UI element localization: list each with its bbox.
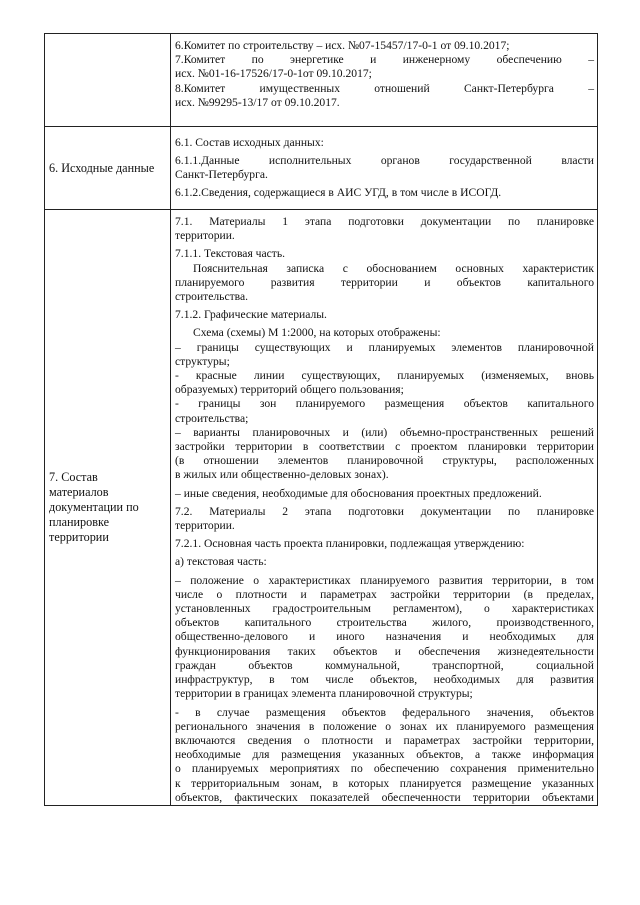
document-table — [44, 33, 598, 806]
bullet4-line4: в жилых или общественно-деловых зонах). — [175, 468, 389, 482]
materials-label-line: территории — [49, 529, 109, 544]
bullet2-line1: - красные линии существующих, планируемых (изменяемых, вновь — [175, 369, 594, 383]
materials-label-line: материалов — [49, 484, 109, 499]
row-committees — [45, 34, 598, 127]
initial-item1-line2: Санкт-Петербурга. — [175, 168, 268, 181]
s712-heading: 7.1.2. Графические материалы. — [175, 308, 327, 322]
row-initial-content — [171, 127, 598, 210]
s71-line1: 7.1. Материалы 1 этапа подготовки документации по планировке — [175, 215, 594, 228]
committee-7-line1: 7.Комитет по энергетике и инженерному обеспечению – — [175, 53, 594, 67]
committee-6: 6.Комитет по строительству – исх. №07-15457/17-0-1 от 09.10.2017; — [175, 39, 510, 52]
clause2-line: - в случае размещения объектов федерального значения, объектов — [175, 705, 594, 719]
row-committees-label — [45, 34, 171, 127]
clause2-line: о планируемых мероприятиях по обеспечению сохранения применительно — [175, 762, 594, 776]
scheme-line: Схема (схемы) М 1:2000, на которых отображены: — [193, 326, 441, 340]
row-committees-content — [171, 34, 598, 127]
s711-heading: 7.1.1. Текстовая часть. — [175, 247, 286, 261]
bullet1-line1: – границы существующих и планируемых элементов планировочной — [175, 340, 594, 354]
s72-line2: территории. — [175, 519, 235, 533]
s71-line2: территории. — [175, 229, 235, 243]
bullet3-line2: строительства; — [175, 411, 249, 425]
clause1-line: – положение о характеристиках планируемого развития территории, в том — [175, 573, 594, 587]
row-materials-content — [171, 210, 598, 806]
materials-label-line: планировке — [49, 514, 110, 529]
clause2-line: включаются сведения о плотности и параметрах застройки территории, — [175, 733, 594, 747]
bullet1-line2: структуры; — [175, 354, 230, 368]
clause1-line: установленных градостроительным регламентом), о характеристиках — [175, 602, 594, 616]
materials-label-line: документации по — [49, 499, 139, 514]
row-materials-label — [45, 210, 171, 806]
row-initial-label: 6. Исходные данные — [45, 127, 171, 210]
committee-8-line1: 8.Комитет имущественных отношений Санкт-Петербурга – — [175, 81, 594, 95]
committee-8-line2: исх. №99295-13/17 от 09.10.2017. — [175, 95, 340, 109]
note-line3: строительства. — [175, 290, 249, 304]
clause1-line: территории в границах элемента планировочной структуры; — [175, 687, 473, 701]
row-materials — [45, 210, 598, 806]
committee-7-line2: исх. №01-16-17526/17-0-1от 09.10.2017; — [175, 67, 372, 81]
row-initial-data — [45, 127, 598, 210]
clause1-line: объектов капитального строительства жилого, производственного, — [175, 616, 594, 630]
clause2-line: к территориальным зонам, в которых планируется размещение указанных — [175, 776, 594, 790]
clause1-line: функционирования таких объектов и обеспечения жизнедеятельности — [175, 644, 594, 658]
s721-heading: 7.2.1. Основная часть проекта планировки, подлежащая утверждению: — [175, 537, 525, 551]
initial-item1-line1: 6.1.1.Данные исполнительных органов государственной власти — [175, 153, 594, 167]
clause1-line: инфраструктур, в том числе объектов, необходимых для развития — [175, 673, 594, 687]
sa-heading: а) текстовая часть: — [175, 555, 267, 569]
clause2-line: объектов, фактических показателей обеспеченности территории объектами — [175, 790, 594, 804]
clause1-line: граждан объектов коммунальной, транспортной, социальной — [175, 658, 594, 672]
bullet4-line3: (в отношении элементов планировочной структуры, расположенных — [175, 454, 594, 468]
initial-heading: 6.1. Состав исходных данных: — [175, 135, 324, 149]
bullet2-line2: образуемых) территорий общего пользования; — [175, 383, 404, 397]
bullet3-line1: - границы зон планируемого размещения объектов капитального — [175, 397, 594, 411]
clause1-line: общественно-делового и иного назначения и необходимых для — [175, 630, 594, 644]
initial-item2: 6.1.2.Сведения, содержащиеся в АИС УГД, в том числе в ИСОГД. — [175, 186, 502, 200]
materials-label-line: 7. Состав — [49, 469, 98, 484]
bullet5: – иные сведения, необходимые для обоснования проектных предложений. — [175, 486, 542, 500]
clause1-line: числе о плотности и параметрах застройки территории (в пределах, — [175, 587, 594, 601]
s72-line1: 7.2. Материалы 2 этапа подготовки документации по планировке — [175, 504, 594, 518]
bullet4-line1: – варианты планировочных и (или) объемно-пространственных решений — [175, 425, 594, 439]
clause2 — [175, 706, 594, 805]
clause2-line: необходимые для размещения указанных объектов, а также информация — [175, 748, 594, 762]
bullet4-line2: застройки территории в соответствии с проектом планировки территории — [175, 440, 594, 454]
note-line1: Пояснительная записка с обоснованием основных характеристик — [193, 261, 594, 275]
note-line2: планируемого развития территории и объектов капитального — [175, 275, 594, 289]
clause1 — [175, 574, 594, 702]
clause2-line: регионального значения в положение о зонах их планируемого размещения — [175, 719, 594, 733]
